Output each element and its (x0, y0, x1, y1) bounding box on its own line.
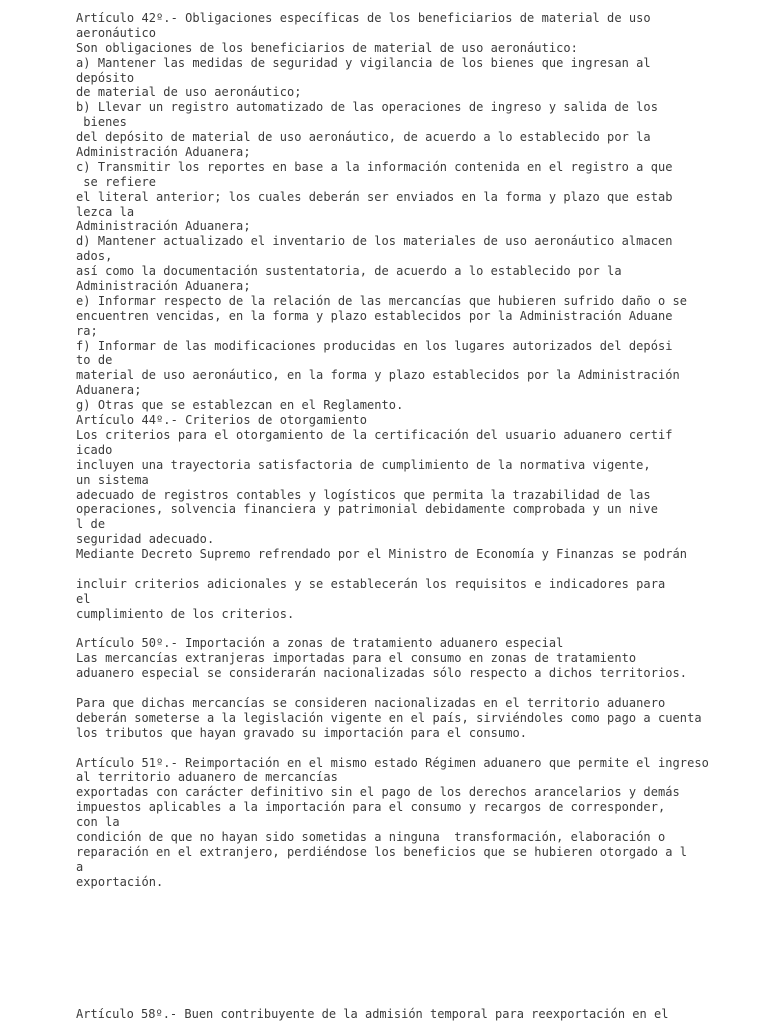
document-line: Los criterios para el otorgamiento de la certificación del usuario aduanero certif (76, 427, 673, 442)
document-line: to de (76, 353, 113, 368)
document-line: ra; (76, 323, 98, 338)
document-line: lezca la (76, 204, 135, 219)
document-line: c) Transmitir los reportes en base a la información contenida en el registro a que (76, 159, 673, 174)
document-line: el (76, 591, 91, 606)
document-line: a (76, 859, 84, 874)
document-line: los tributos que hayan gravado su importación para el consumo. (76, 725, 528, 740)
document-line: aeronáutico (76, 25, 157, 40)
document-line: aduanero especial se considerarán nacionalizadas sólo respecto a dichos territorios. (76, 666, 688, 681)
document-line: operaciones, solvencia financiera y patrimonial debidamente comprobada y un nive (76, 502, 658, 517)
document-line (76, 681, 756, 696)
document-line: del depósito de material de uso aeronáutico, de acuerdo a lo establecido por la (76, 130, 651, 145)
document-line: impuestos aplicables a la importación para el consumo y recargos de corresponder, (76, 800, 666, 815)
document-line: reparación en el extranjero, perdiéndose los beneficios que se hubieren otorgado a l (76, 844, 688, 859)
document-line: depósito (76, 70, 135, 85)
document-line: Administración Aduanera; (76, 145, 251, 160)
document-line: Administración Aduanera; (76, 279, 251, 294)
document-line (76, 562, 756, 577)
document-line: así como la documentación sustentatoria, de acuerdo a lo establecido por la (76, 264, 622, 279)
document-body (76, 11, 756, 890)
document-line: Artículo 42º.- Obligaciones específicas de los beneficiarios de material de uso (76, 11, 651, 25)
document-line: condición de que no hayan sido sometidas a ninguna transformación, elaboración o (76, 829, 666, 844)
document-line: con la (76, 815, 120, 830)
document-line: se refiere (76, 174, 157, 189)
document-line (76, 741, 756, 756)
document-line: a) Mantener las medidas de seguridad y vigilancia de los bienes que ingresan al (76, 55, 651, 70)
document-line: Artículo 44º.- Criterios de otorgamiento (76, 413, 367, 428)
document-line: al territorio aduanero de mercancías (76, 770, 338, 785)
document-line: exportadas con carácter definitivo sin el pago de los derechos arancelarios y demás (76, 785, 680, 800)
document-line: el literal anterior; los cuales deberán ser enviados en la forma y plazo que estab (76, 189, 673, 204)
document-line: Son obligaciones de los beneficiarios de material de uso aeronáutico: (76, 40, 578, 55)
document-line: ados, (76, 249, 113, 264)
document-line: exportación. (76, 874, 164, 889)
document-line: bienes (76, 115, 127, 130)
document-line: Administración Aduanera; (76, 219, 251, 234)
document-line: material de uso aeronáutico, en la forma y plazo establecidos por la Administración (76, 368, 680, 383)
document-line: Las mercancías extranjeras importadas para el consumo en zonas de tratamiento (76, 651, 637, 666)
document-line: incluyen una trayectoria satisfactoria de cumplimiento de la normativa vigente, (76, 457, 651, 472)
document-line: Para que dichas mercancías se consideren nacionalizadas en el territorio aduanero (76, 695, 666, 710)
document-line: Artículo 51º.- Reimportación en el mismo estado Régimen aduanero que permite el ingreso (76, 755, 709, 770)
document-line: un sistema (76, 472, 149, 487)
document-line: incluir criterios adicionales y se establecerán los requisitos e indicadores para (76, 576, 666, 591)
document-line: Aduanera; (76, 383, 142, 398)
document-line: f) Informar de las modificaciones producidas en los lugares autorizados del depósi (76, 338, 673, 353)
document-line: g) Otras que se establezcan en el Reglamento. (76, 398, 404, 413)
document-line: encuentren vencidas, en la forma y plazo establecidos por la Administración Aduane (76, 308, 673, 323)
document-line: l de (76, 517, 106, 532)
document-line: e) Informar respecto de la relación de las mercancías que hubieren sufrido daño o se (76, 293, 688, 308)
document-tail-line: Artículo 58º.- Buen contribuyente de la admisión temporal para reexportación en el (76, 1007, 669, 1021)
document-line: b) Llevar un registro automatizado de las operaciones de ingreso y salida de los (76, 100, 658, 115)
document-line: cumplimiento de los criterios. (76, 606, 295, 621)
document-line: Artículo 50º.- Importación a zonas de tratamiento aduanero especial (76, 636, 564, 651)
document-line: icado (76, 442, 113, 457)
document-line: Mediante Decreto Supremo refrendado por el Ministro de Economía y Finanzas se podrán (76, 547, 688, 562)
document-line: seguridad adecuado. (76, 532, 215, 547)
document-line (76, 622, 756, 637)
document-line: d) Mantener actualizado el inventario de los materiales de uso aeronáutico almacen (76, 234, 673, 249)
document-line: de material de uso aeronáutico; (76, 85, 302, 100)
document-line: deberán someterse a la legislación vigente en el país, sirviéndoles como pago a cuenta (76, 710, 702, 725)
document-line: adecuado de registros contables y logísticos que permita la trazabilidad de las (76, 487, 651, 502)
